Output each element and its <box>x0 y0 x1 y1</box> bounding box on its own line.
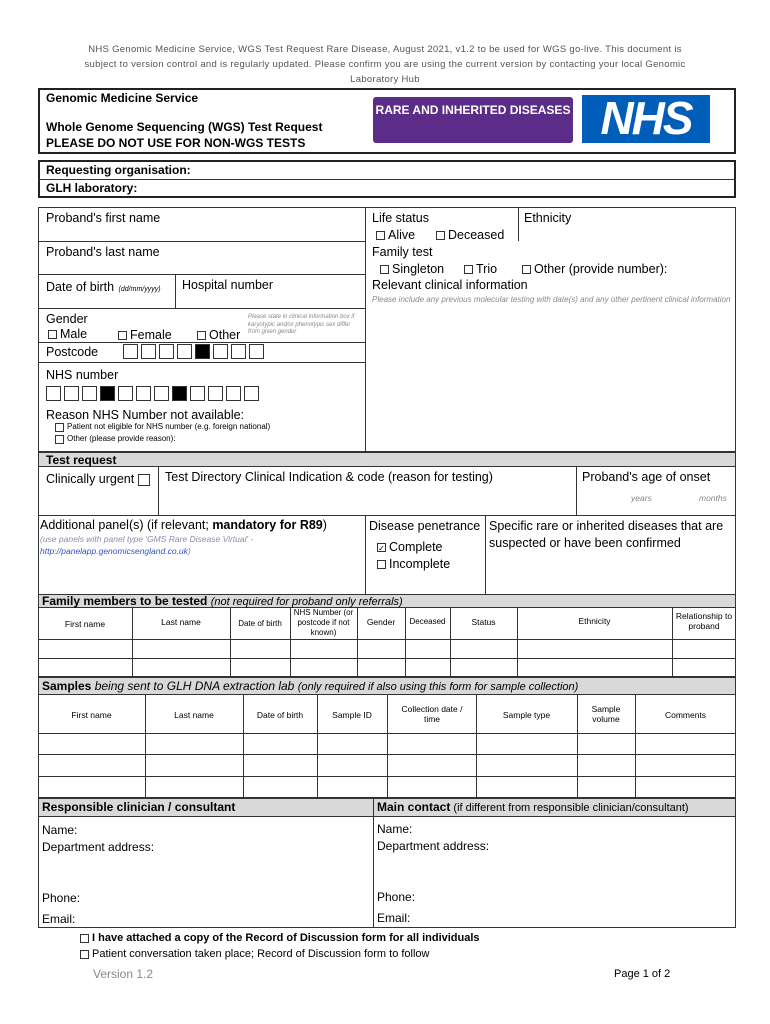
rod-follow-checkbox[interactable] <box>80 950 89 959</box>
months-label: months <box>699 493 727 503</box>
other-number-checkbox[interactable] <box>522 265 531 274</box>
reason-other-label: Other (please provide reason): <box>67 434 176 443</box>
singleton-option[interactable] <box>380 262 444 276</box>
female-checkbox[interactable] <box>118 331 127 340</box>
family-col-last-name: Last name <box>161 617 201 627</box>
clinical-info-note: Please include any previous molecular testing with date(s) and any other pertinent clinical information <box>372 295 731 304</box>
complete-label: Complete <box>389 540 443 554</box>
family-col-dob: Date of birth <box>238 619 282 628</box>
years-label: years <box>631 493 652 503</box>
singleton-label: Singleton <box>392 262 445 276</box>
rare-diseases-label: Specific rare or inherited diseases that are suspected or have been confirmed <box>489 519 724 550</box>
version-notice: NHS Genomic Medicine Service, WGS Test Request Rare Disease, August 2021, v1.2 to be used for WGS go-live. This document is subject to version control and is regularly updated. Please confirm you are using the current version by contacting your local Genomic Laboratory Hub <box>84 44 686 85</box>
form-warning: PLEASE DO NOT USE FOR NON-WGS TESTS <box>46 136 306 150</box>
nhs-logo: NHS <box>582 95 710 143</box>
disease-penetrance-label: Disease penetrance <box>369 519 481 533</box>
female-label: Female <box>130 328 172 342</box>
reason-foreign-checkbox[interactable] <box>55 423 64 432</box>
rod-attached-checkbox[interactable] <box>80 934 89 943</box>
nhs-number-label: NHS number <box>46 368 119 382</box>
samples-col-sample-id: Sample ID <box>332 710 372 720</box>
incomplete-checkbox[interactable] <box>377 560 386 569</box>
postcode-label: Postcode <box>46 345 99 359</box>
complete-checkbox[interactable]: ✓ <box>378 544 385 554</box>
trio-checkbox[interactable] <box>464 265 473 274</box>
reason-foreign-option[interactable] <box>55 422 270 432</box>
trio-option[interactable] <box>464 262 497 276</box>
service-name: Genomic Medicine Service <box>46 91 199 105</box>
male-checkbox[interactable] <box>48 330 57 339</box>
family-col-first-name: First name <box>64 619 106 629</box>
proband-last-name-label: Proband's last name <box>46 245 160 259</box>
dob-field[interactable] <box>46 278 161 296</box>
samples-col-first-name: First name <box>71 710 112 720</box>
alive-checkbox[interactable] <box>376 231 385 240</box>
other-label: Other <box>209 328 241 342</box>
alive-label: Alive <box>388 228 416 242</box>
age-onset-label: Proband's age of onset <box>582 470 711 484</box>
gender-note: Please state in clinical information box if karyotypic and/or phenotypic sex differ from given gender <box>248 314 355 335</box>
gender-label: Gender <box>46 312 88 326</box>
samples-col-dob: Date of birth <box>256 710 304 720</box>
samples-col-sample-type: Sample type <box>502 710 551 720</box>
contact-email-label: Email: <box>377 911 411 925</box>
other-checkbox[interactable] <box>197 331 206 340</box>
version-label: Version 1.2 <box>93 967 154 981</box>
family-col-gender: Gender <box>366 617 396 627</box>
nhs-number-cells[interactable] <box>46 386 262 406</box>
page-number: Page 1 of 2 <box>614 968 671 980</box>
family-col-deceased: Deceased <box>409 617 446 626</box>
family-heading: Family members to be tested (not required for proband only referrals) <box>42 594 403 608</box>
form-title: Whole Genome Sequencing (WGS) Test Request <box>46 120 323 134</box>
clinically-urgent-label: Clinically urgent <box>46 472 135 486</box>
trio-label: Trio <box>476 262 498 276</box>
samples-col-collection: Collection date / time <box>401 704 463 724</box>
reason-nhs-label: Reason NHS Number not available: <box>46 408 245 422</box>
gender-female-option[interactable] <box>118 328 172 342</box>
alive-option[interactable] <box>376 228 415 242</box>
contact-name-label: Name: <box>377 822 413 836</box>
additional-panels-label: Additional panel(s) (if relevant; mandatory for R89) <box>40 518 327 532</box>
clinician-dept-label: Department address: <box>42 840 155 854</box>
complete-option[interactable] <box>377 540 443 554</box>
life-status-label: Life status <box>372 211 429 225</box>
dob-format: (dd/mm/yyyy) <box>118 286 161 293</box>
samples-heading: Samples being sent to GLH DNA extraction lab (only required if also using this form for sample collection) <box>42 679 579 693</box>
clinically-urgent-option[interactable] <box>46 472 153 486</box>
rod-attached-label: I have attached a copy of the Record of Discussion form for all individuals <box>92 932 480 944</box>
ethnicity-label: Ethnicity <box>524 211 572 225</box>
clinician-email-label: Email: <box>42 912 76 926</box>
deceased-option[interactable] <box>436 228 504 242</box>
test-directory-label: Test Directory Clinical Indication & code (reason for testing) <box>165 470 493 484</box>
contact-phone-label: Phone: <box>377 890 416 904</box>
proband-first-name-label: Proband's first name <box>46 211 161 225</box>
family-col-ethnicity: Ethnicity <box>578 616 611 626</box>
postcode-cells[interactable] <box>123 344 267 364</box>
reason-other-checkbox[interactable] <box>55 435 64 444</box>
family-col-status: Status <box>471 617 496 627</box>
dob-label: Date of birth <box>46 280 115 294</box>
incomplete-label: Incomplete <box>389 557 451 571</box>
family-col-relationship: Relationship to proband <box>675 611 733 631</box>
panel-note: (use panels with panel type 'GMS Rare Disease Virtual' - <box>40 534 254 544</box>
reason-foreign-label: Patient not eligible for NHS number (e.g. foreign national) <box>67 422 271 431</box>
contact-dept-label: Department address: <box>377 839 490 853</box>
rod-attached-option[interactable] <box>80 932 480 944</box>
other-number-label: Other (provide number): <box>534 262 668 276</box>
deceased-checkbox[interactable] <box>436 231 445 240</box>
deceased-label: Deceased <box>448 228 505 242</box>
clinician-name-label: Name: <box>42 823 78 837</box>
reason-other-option[interactable] <box>55 434 176 444</box>
singleton-checkbox[interactable] <box>380 265 389 274</box>
test-request-heading: Test request <box>46 453 117 467</box>
other-number-option[interactable] <box>522 262 667 276</box>
clinical-info-label: Relevant clinical information <box>372 278 528 292</box>
panelapp-link[interactable]: http://panelapp.genomicsengland.co.uk) <box>40 546 191 556</box>
requesting-org-label: Requesting organisation: <box>46 163 191 177</box>
incomplete-option[interactable] <box>377 557 450 571</box>
hospital-number-label: Hospital number <box>182 278 274 292</box>
samples-col-last-name: Last name <box>174 710 214 720</box>
clinician-heading: Responsible clinician / consultant <box>42 800 236 814</box>
samples-col-volume: Sample volume <box>591 704 621 724</box>
male-label: Male <box>60 327 88 341</box>
family-col-nhs: NHS Number (or postcode if not known) <box>293 608 354 637</box>
clinician-box <box>38 798 736 928</box>
samples-col-comments: Comments <box>664 710 707 720</box>
rod-follow-option[interactable] <box>80 948 430 960</box>
test-request-header <box>38 452 736 467</box>
gender-other-option[interactable] <box>197 328 240 342</box>
glh-lab-label: GLH laboratory: <box>46 181 138 195</box>
clinically-urgent-checkbox[interactable] <box>138 474 150 486</box>
clinician-phone-label: Phone: <box>42 891 81 905</box>
family-test-label: Family test <box>372 245 433 259</box>
rare-diseases-badge: RARE AND INHERITED DISEASES <box>373 97 573 143</box>
main-contact-heading: Main contact (if different from responsible clinician/consultant) <box>377 800 689 814</box>
rod-follow-label: Patient conversation taken place; Record of Discussion form to follow <box>92 948 430 960</box>
gender-male-option[interactable] <box>48 327 87 341</box>
